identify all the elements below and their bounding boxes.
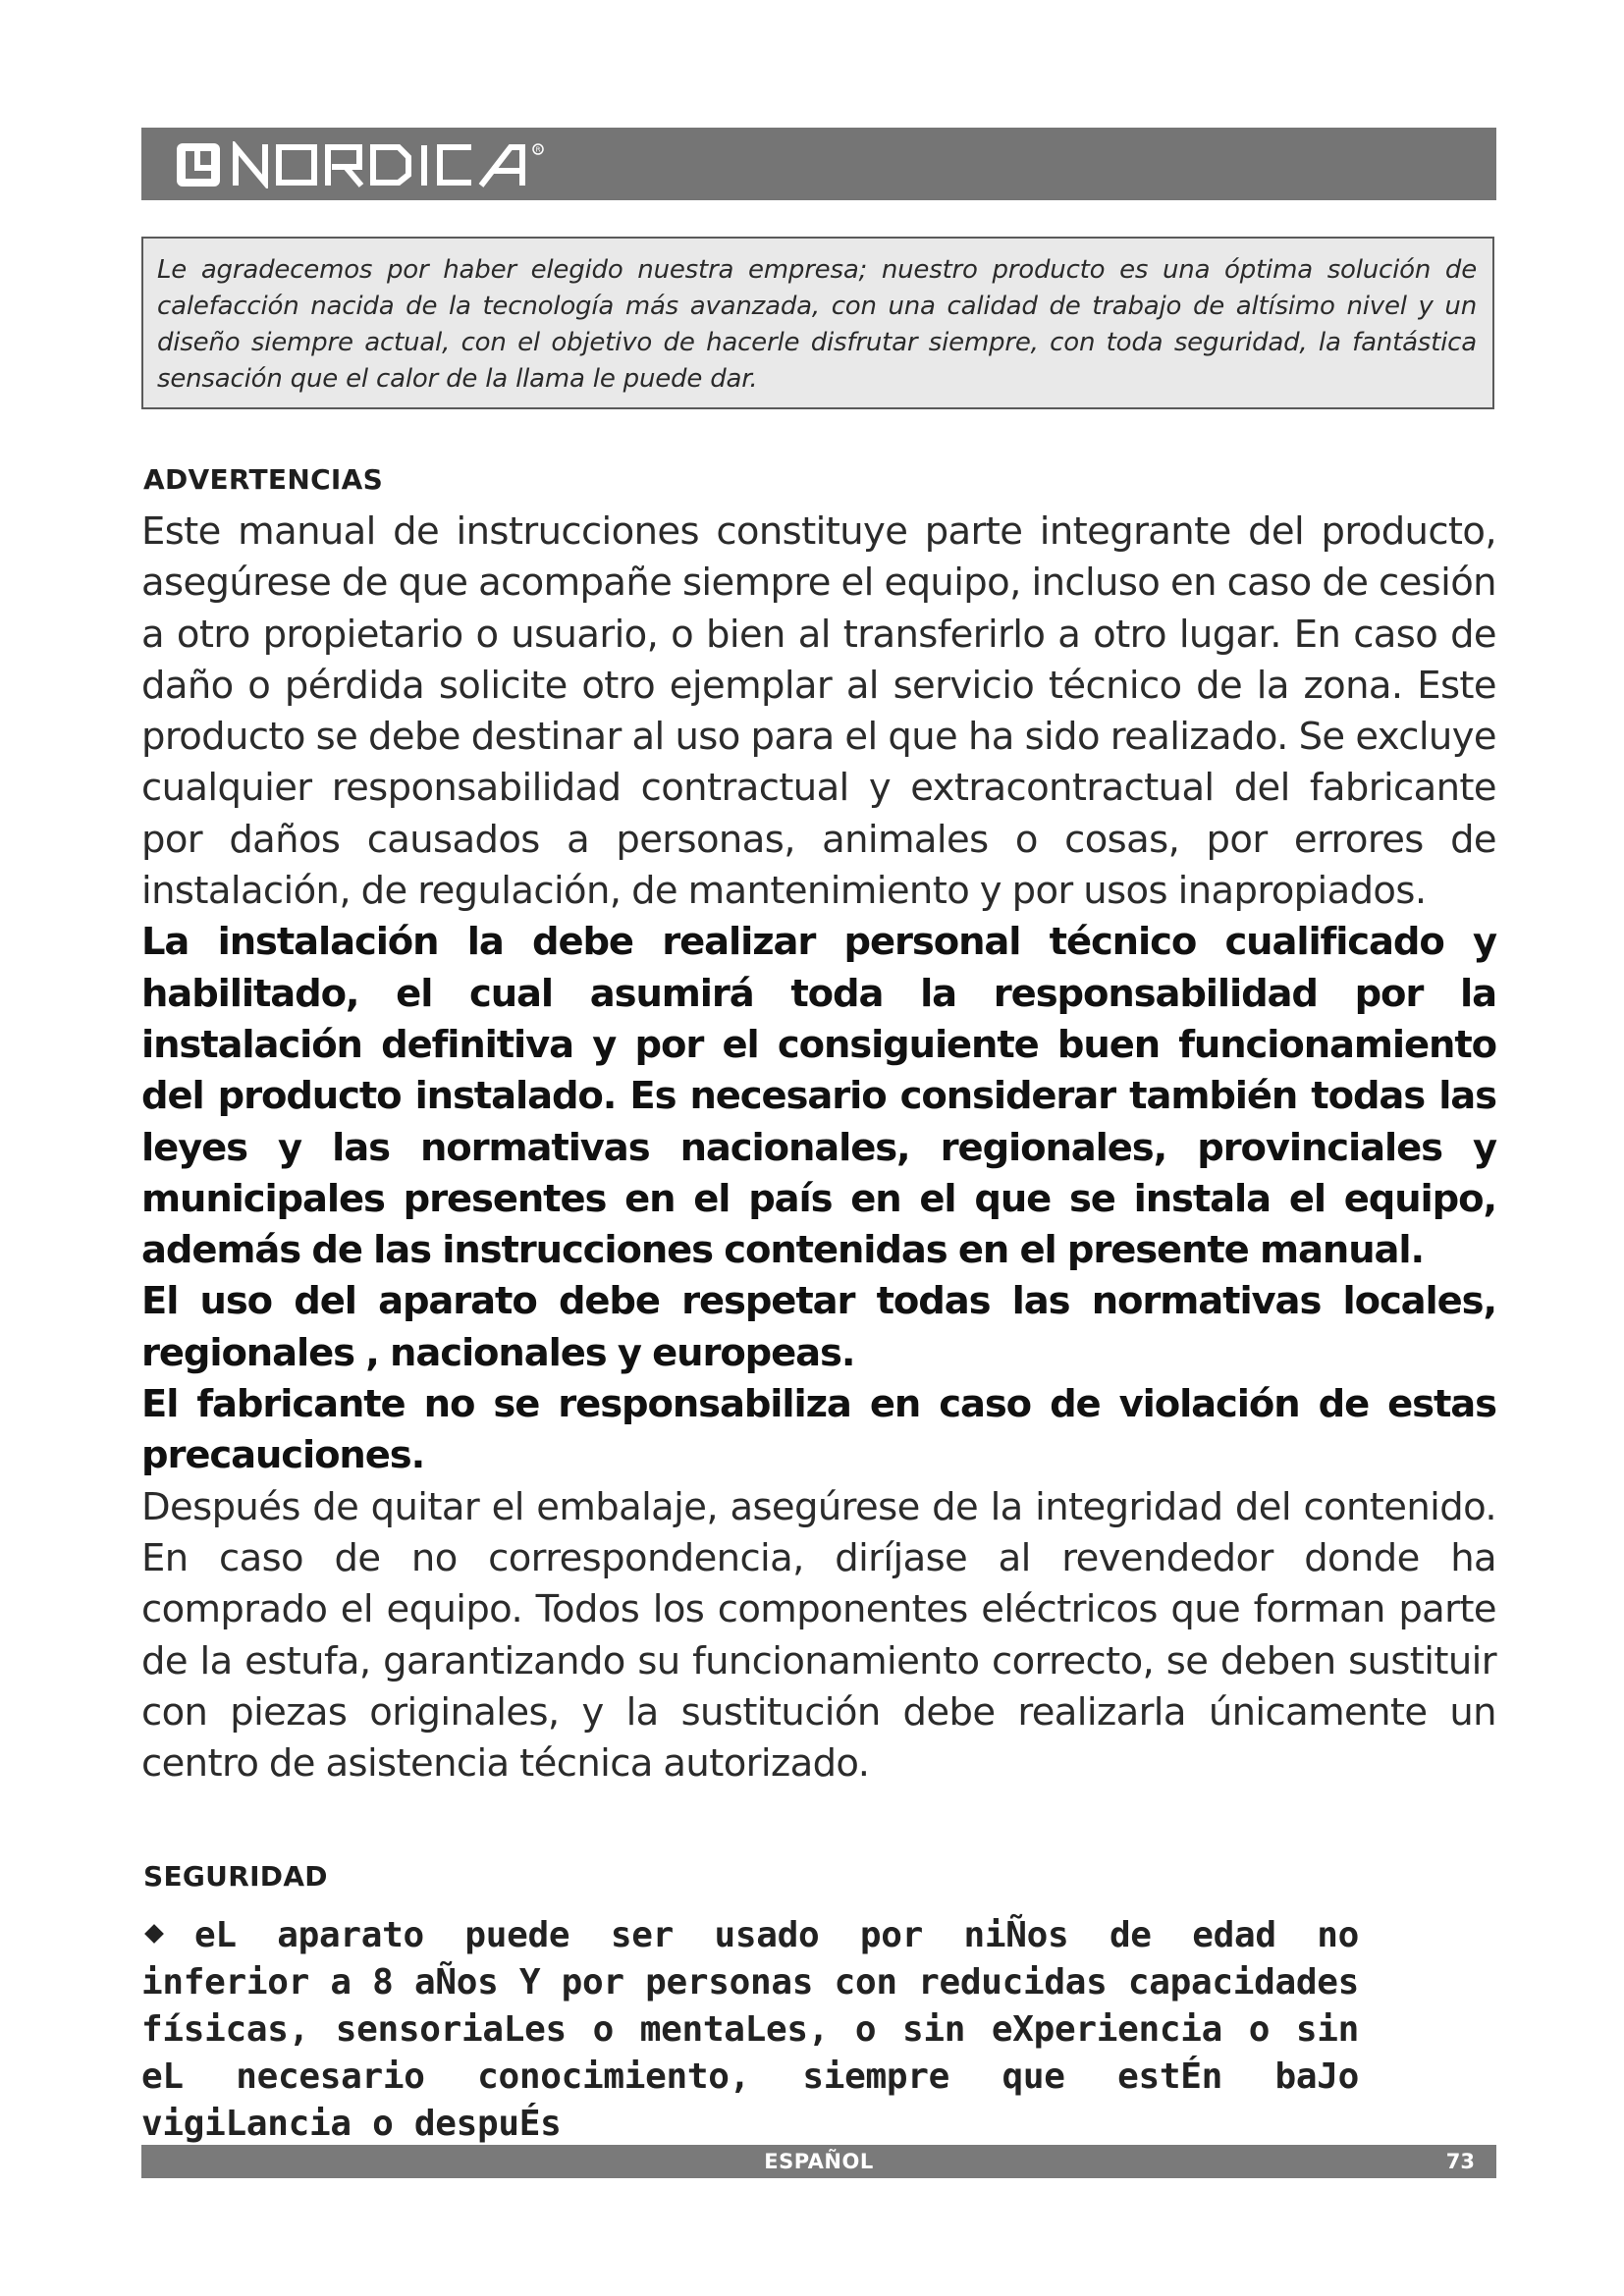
advertencias-paragraph-unpacking: Después de quitar el embalaje, asegúrese de la integridad del contenido. En caso de no correspondencia, diríjase al revendedor donde ha comprado el equipo. Todos los componentes eléctricos que forman parte de la estufa, garantizando su funcionamiento correcto, se deben sustituir con piezas originales, y la sustitución debe realizarla únicamente un centro de asistencia técnica autorizado. — [141, 1484, 1496, 1787]
seguridad-list — [141, 1912, 1359, 2148]
intro-box — [141, 237, 1494, 409]
advertencias-paragraph-liability: El fabricante no se responsabiliza en caso de violación de estas precauciones. — [141, 1382, 1496, 1478]
seguridad-list-item — [141, 1912, 1359, 2148]
page-number: 73 — [1445, 2150, 1475, 2173]
diamond-bullet-icon — [144, 1924, 164, 1944]
header-bar — [141, 128, 1496, 200]
seguridad-bullet-text: eL aparato puede ser usado por niÑos de edad no inferior a 8 aÑos Y por personas con reducidas capacidades físicas, sensoriaLes o mentaLes, o sin eXperiencia o sin eL necesario conocimiento, siempre que estÉn baJo vigiLancia o despuÉs — [141, 1915, 1359, 2144]
footer-language: ESPAÑOL — [764, 2150, 874, 2173]
advertencias-paragraph-regulations: El uso del aparato debe respetar todas las normativas locales, regionales , nacionales y europeas. — [141, 1279, 1496, 1375]
section-heading-seguridad: SEGURIDAD — [143, 1860, 328, 1893]
advertencias-paragraph-1: Este manual de instrucciones constituye parte integrante del producto, asegúrese de que acompañe siempre el equipo, incluso en caso de cesión a otro propietario o usuario, o bien al transferirlo a otro lugar. En caso de daño o pérdida solicite otro ejemplar al servicio técnico de la zona. Este producto se debe destinar al uso para el que ha sido realizado. Se excluye cualquier responsabilidad contractual y extracontractual del fabricante por daños causados a personas, animales o cosas, por errores de instalación, de regulación, de mantenimiento y por usos inapropiados. — [141, 509, 1496, 914]
la-nordica-logo-icon — [177, 141, 550, 188]
section-heading-advertencias: ADVERTENCIAS — [143, 463, 384, 496]
advertencias-body — [141, 507, 1496, 1789]
footer-bar — [141, 2145, 1496, 2178]
svg-text:R: R — [535, 145, 541, 154]
advertencias-paragraph-installation: La instalación la debe realizar personal técnico cualificado y habilitado, el cual asumirá toda la responsabilidad por la instalación definitiva y por el consiguiente buen funcionamiento del producto instalado. Es necesario considerar también todas las leyes y las normativas nacionales, regionales, provinciales y municipales presentes en el país en el que se instala el equipo, además de las instrucciones contenidas en el presente manual. — [141, 920, 1496, 1273]
intro-text: Le agradecemos por haber elegido nuestra empresa; nuestro producto es una óptima solución de calefacción nacida de la tecnología más avanzada, con una calidad de trabajo de altísimo nivel y un diseño siempre actual, con el objetivo de hacerle disfrutar siempre, con toda seguridad, la fantástica sensación que el calor de la llama le puede dar. — [157, 255, 1477, 394]
